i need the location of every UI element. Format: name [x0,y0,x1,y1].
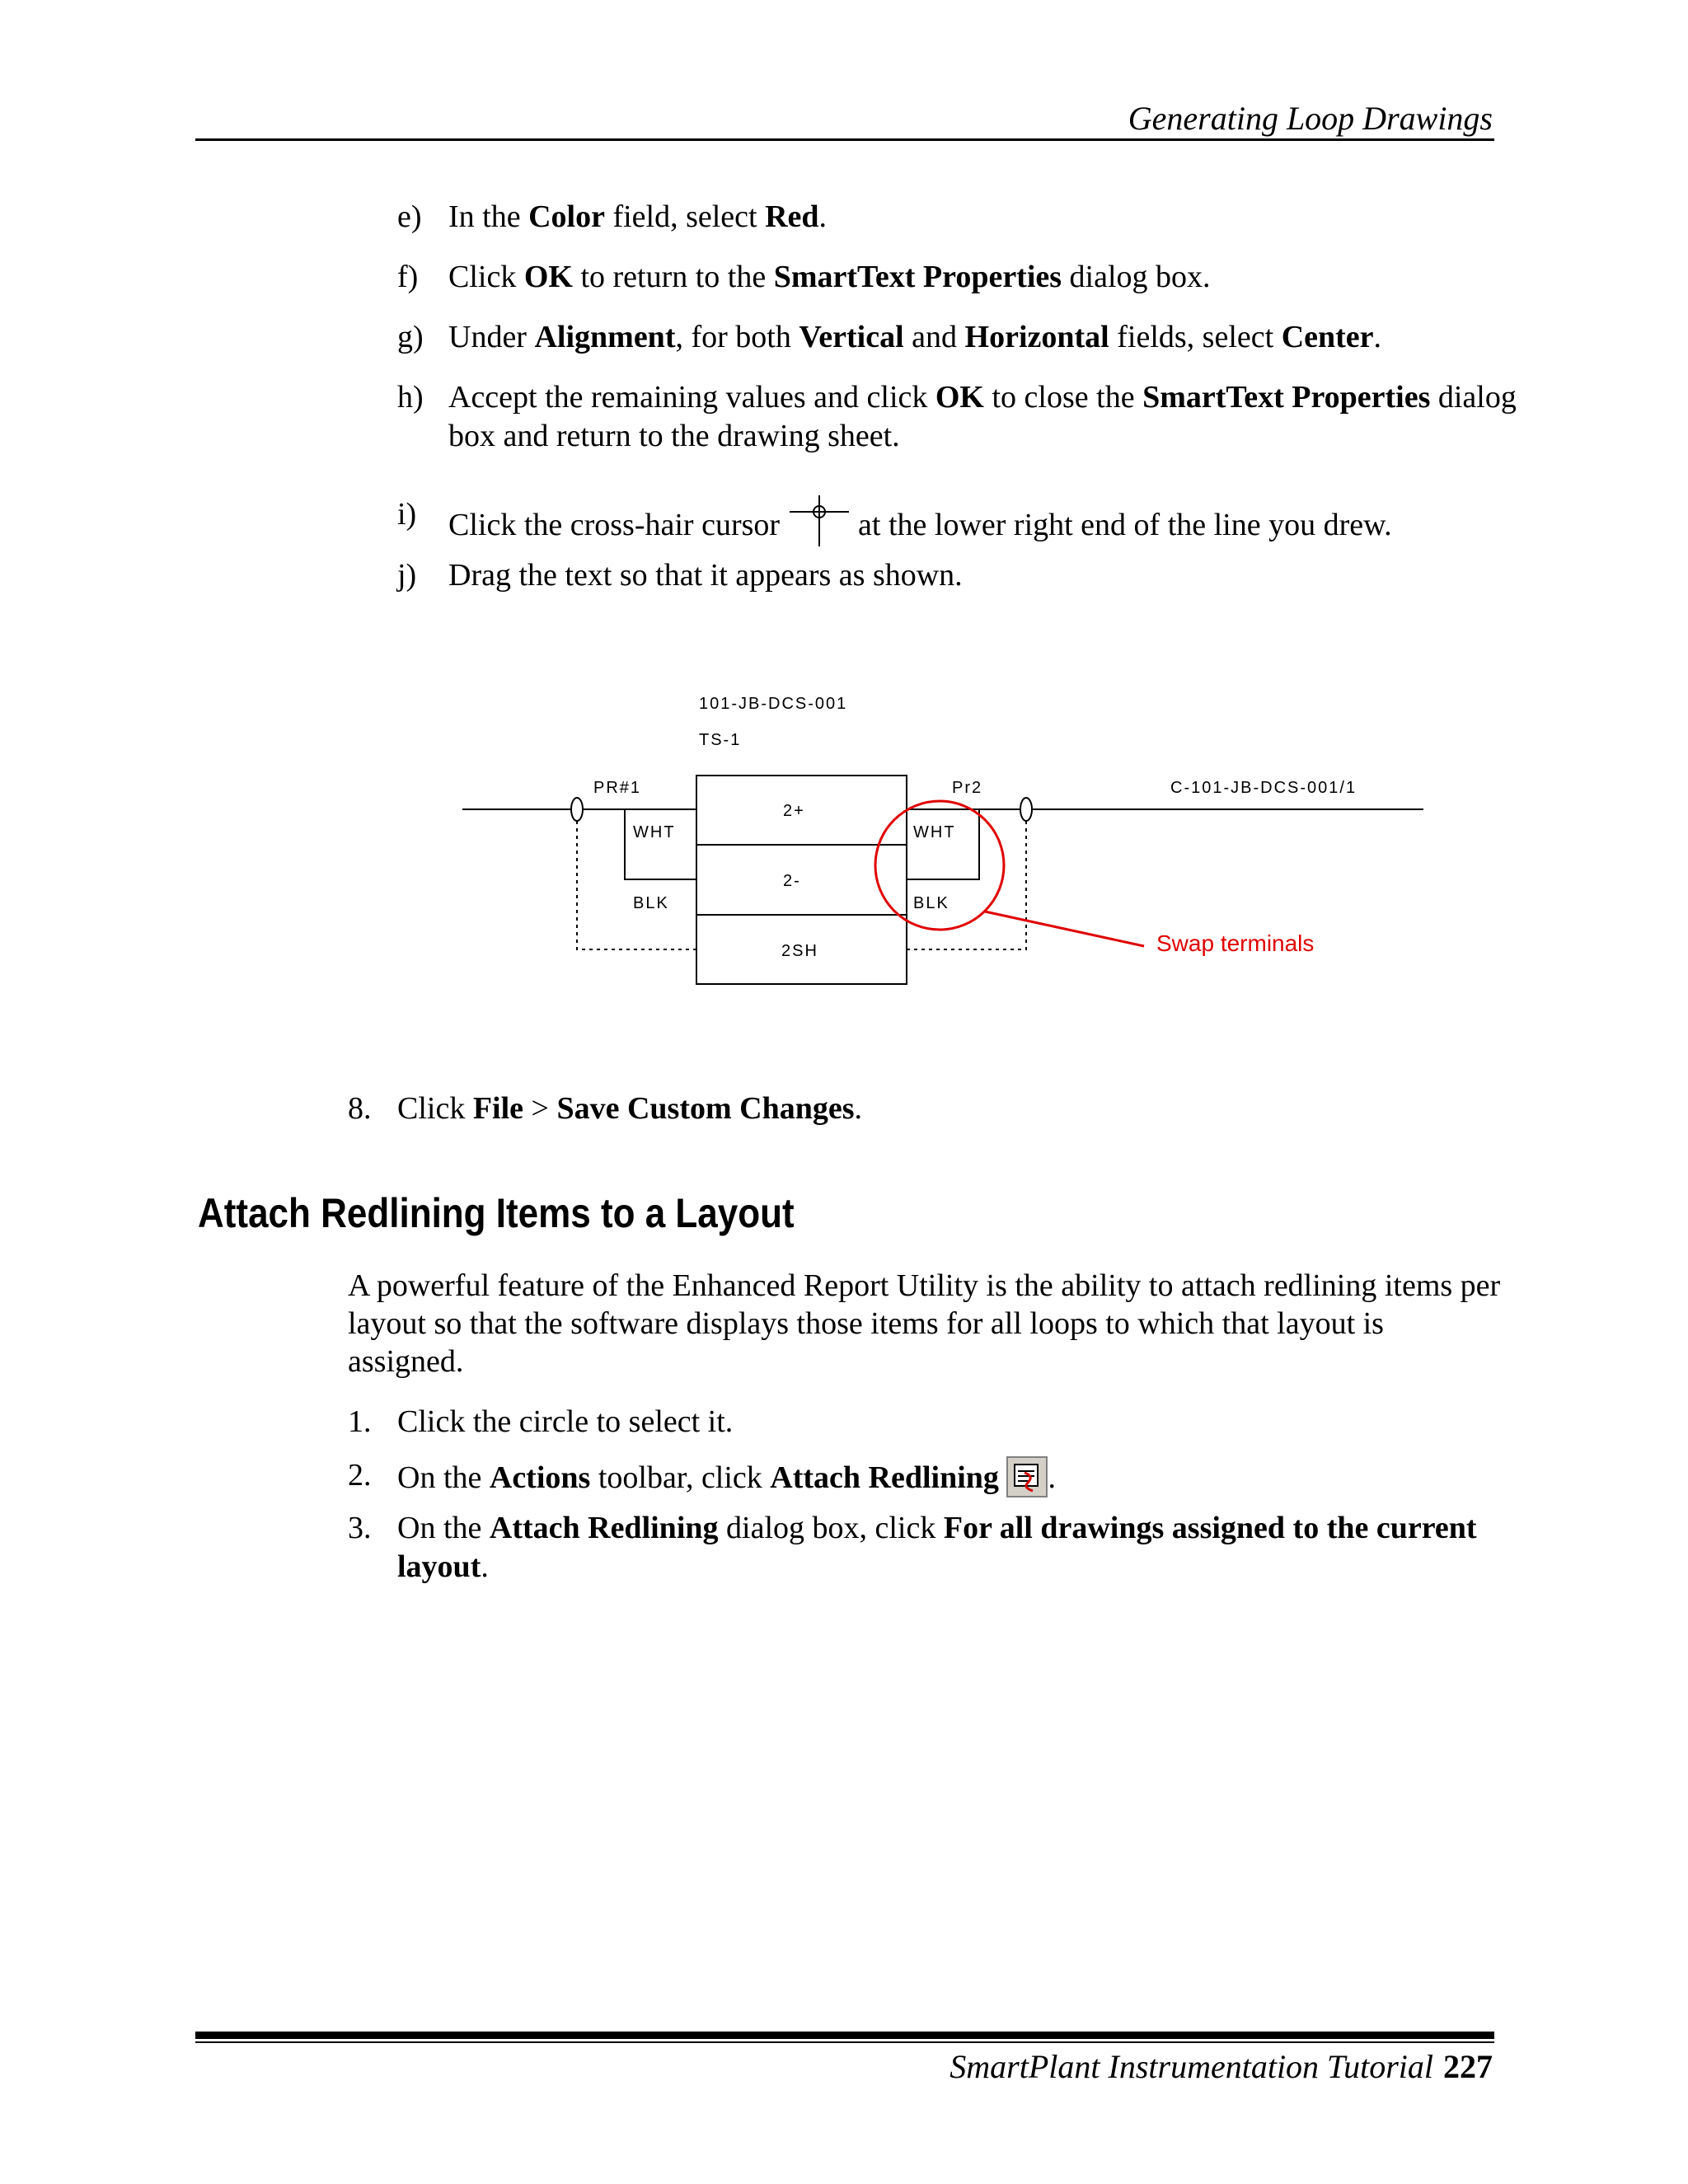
step-text: In the Color field, select Red. [448,199,828,234]
footer-title: SmartPlant Instrumentation Tutorial [950,2048,1433,2085]
step-text-before: Click the cross-hair cursor [448,508,788,542]
pair-left-label: PR#1 [593,779,642,797]
emphasis-text: OK [935,380,984,415]
step-text-tail: . [1048,1460,1056,1495]
crosshair-cursor-icon [788,495,851,546]
emphasis-text: File [472,1091,524,1126]
step-text [397,1456,1469,1497]
step-text: Accept the remaining values and click OK to close the SmartText Properties dialog box and return to the drawing sheet. [448,380,1517,453]
emphasis-text: Attach Redlining [489,1511,719,1545]
step-label: 1. [348,1404,372,1439]
cable-label: C-101-JB-DCS-001/1 [1170,779,1357,797]
page-number: 227 [1443,2048,1493,2085]
emphasis-text: Actions [489,1460,591,1495]
footer-rule-thin [195,2041,1494,2043]
left-wire-bracket [625,809,696,879]
emphasis-text: Horizontal [964,320,1109,354]
step-label: 2. [348,1458,372,1493]
emphasis-text: Color [528,199,605,234]
emphasis-text: OK [523,260,573,294]
emphasis-text: SmartText Properties [773,260,1062,294]
terminal-2-plus: 2+ [783,802,805,820]
step-label: f) [397,260,419,294]
step-text: Click File > Save Custom Changes. [397,1091,863,1126]
page-footer [950,2047,1493,2086]
step-label: 3. [348,1511,372,1545]
loop-wiring-diagram [0,676,1688,1005]
step-label: h) [397,380,424,415]
footer-rule-thick [195,2032,1494,2039]
left-blk-label: BLK [633,894,669,912]
step-text-after: at the lower right end of the line you drew. [850,508,1392,542]
emphasis-text: SmartText Properties [1142,380,1431,415]
emphasis-text: Save Custom Changes [556,1091,855,1126]
step-text [448,495,1520,546]
junction-box-label: 101-JB-DCS-001 [699,695,848,713]
step-text: Drag the text so that it appears as shown. [448,558,963,593]
emphasis-text: Alignment [534,320,676,354]
attach-redlining-icon[interactable] [1006,1456,1048,1497]
section-heading: Attach Redlining Items to a Layout [198,1190,795,1236]
emphasis-text: Center [1281,320,1374,354]
step-text: Click the circle to select it. [397,1404,734,1439]
step-text: On the Attach Redlining dialog box, click For all drawings assigned to the current layout. [397,1511,1477,1584]
step-label: g) [397,320,424,354]
right-blk-label: BLK [913,894,950,912]
left-wht-label: WHT [633,823,676,841]
header-rule [195,138,1494,141]
step-label: 8. [348,1091,372,1126]
shield-symbol-left [571,798,583,821]
redline-leader [985,912,1144,946]
emphasis-text: Red [765,199,819,234]
terminal-2-shield: 2SH [781,942,818,960]
step-label: i) [397,497,417,532]
step-text: Click OK to return to the SmartText Properties dialog box. [448,260,1211,294]
right-wire-bracket [907,809,979,879]
terminal-strip-label: TS-1 [699,731,742,749]
redline-annotation: Swap terminals [1156,930,1315,956]
right-wht-label: WHT [913,823,956,841]
intro-paragraph: A powerful feature of the Enhanced Report Utility is the ability to attach redlining items per layout so that the software displays those items for all loops to which that layout is assigned. [348,1268,1501,1379]
step-text: Under Alignment, for both Vertical and Horizontal fields, select Center. [448,320,1382,354]
emphasis-text: Attach Redlining [770,1460,999,1495]
terminal-2-minus: 2- [783,872,801,890]
step-text-main: On the Actions toolbar, click Attach Redlining [397,1460,999,1495]
pair-right-label: Pr2 [952,779,983,797]
shield-symbol-right [1020,798,1032,821]
step-label: j) [397,558,417,593]
emphasis-text: Vertical [799,320,904,354]
emphasis-text: For all drawings assigned to the current layout [397,1511,1477,1584]
running-header: Generating Loop Drawings [1128,100,1493,137]
step-label: e) [397,199,422,234]
